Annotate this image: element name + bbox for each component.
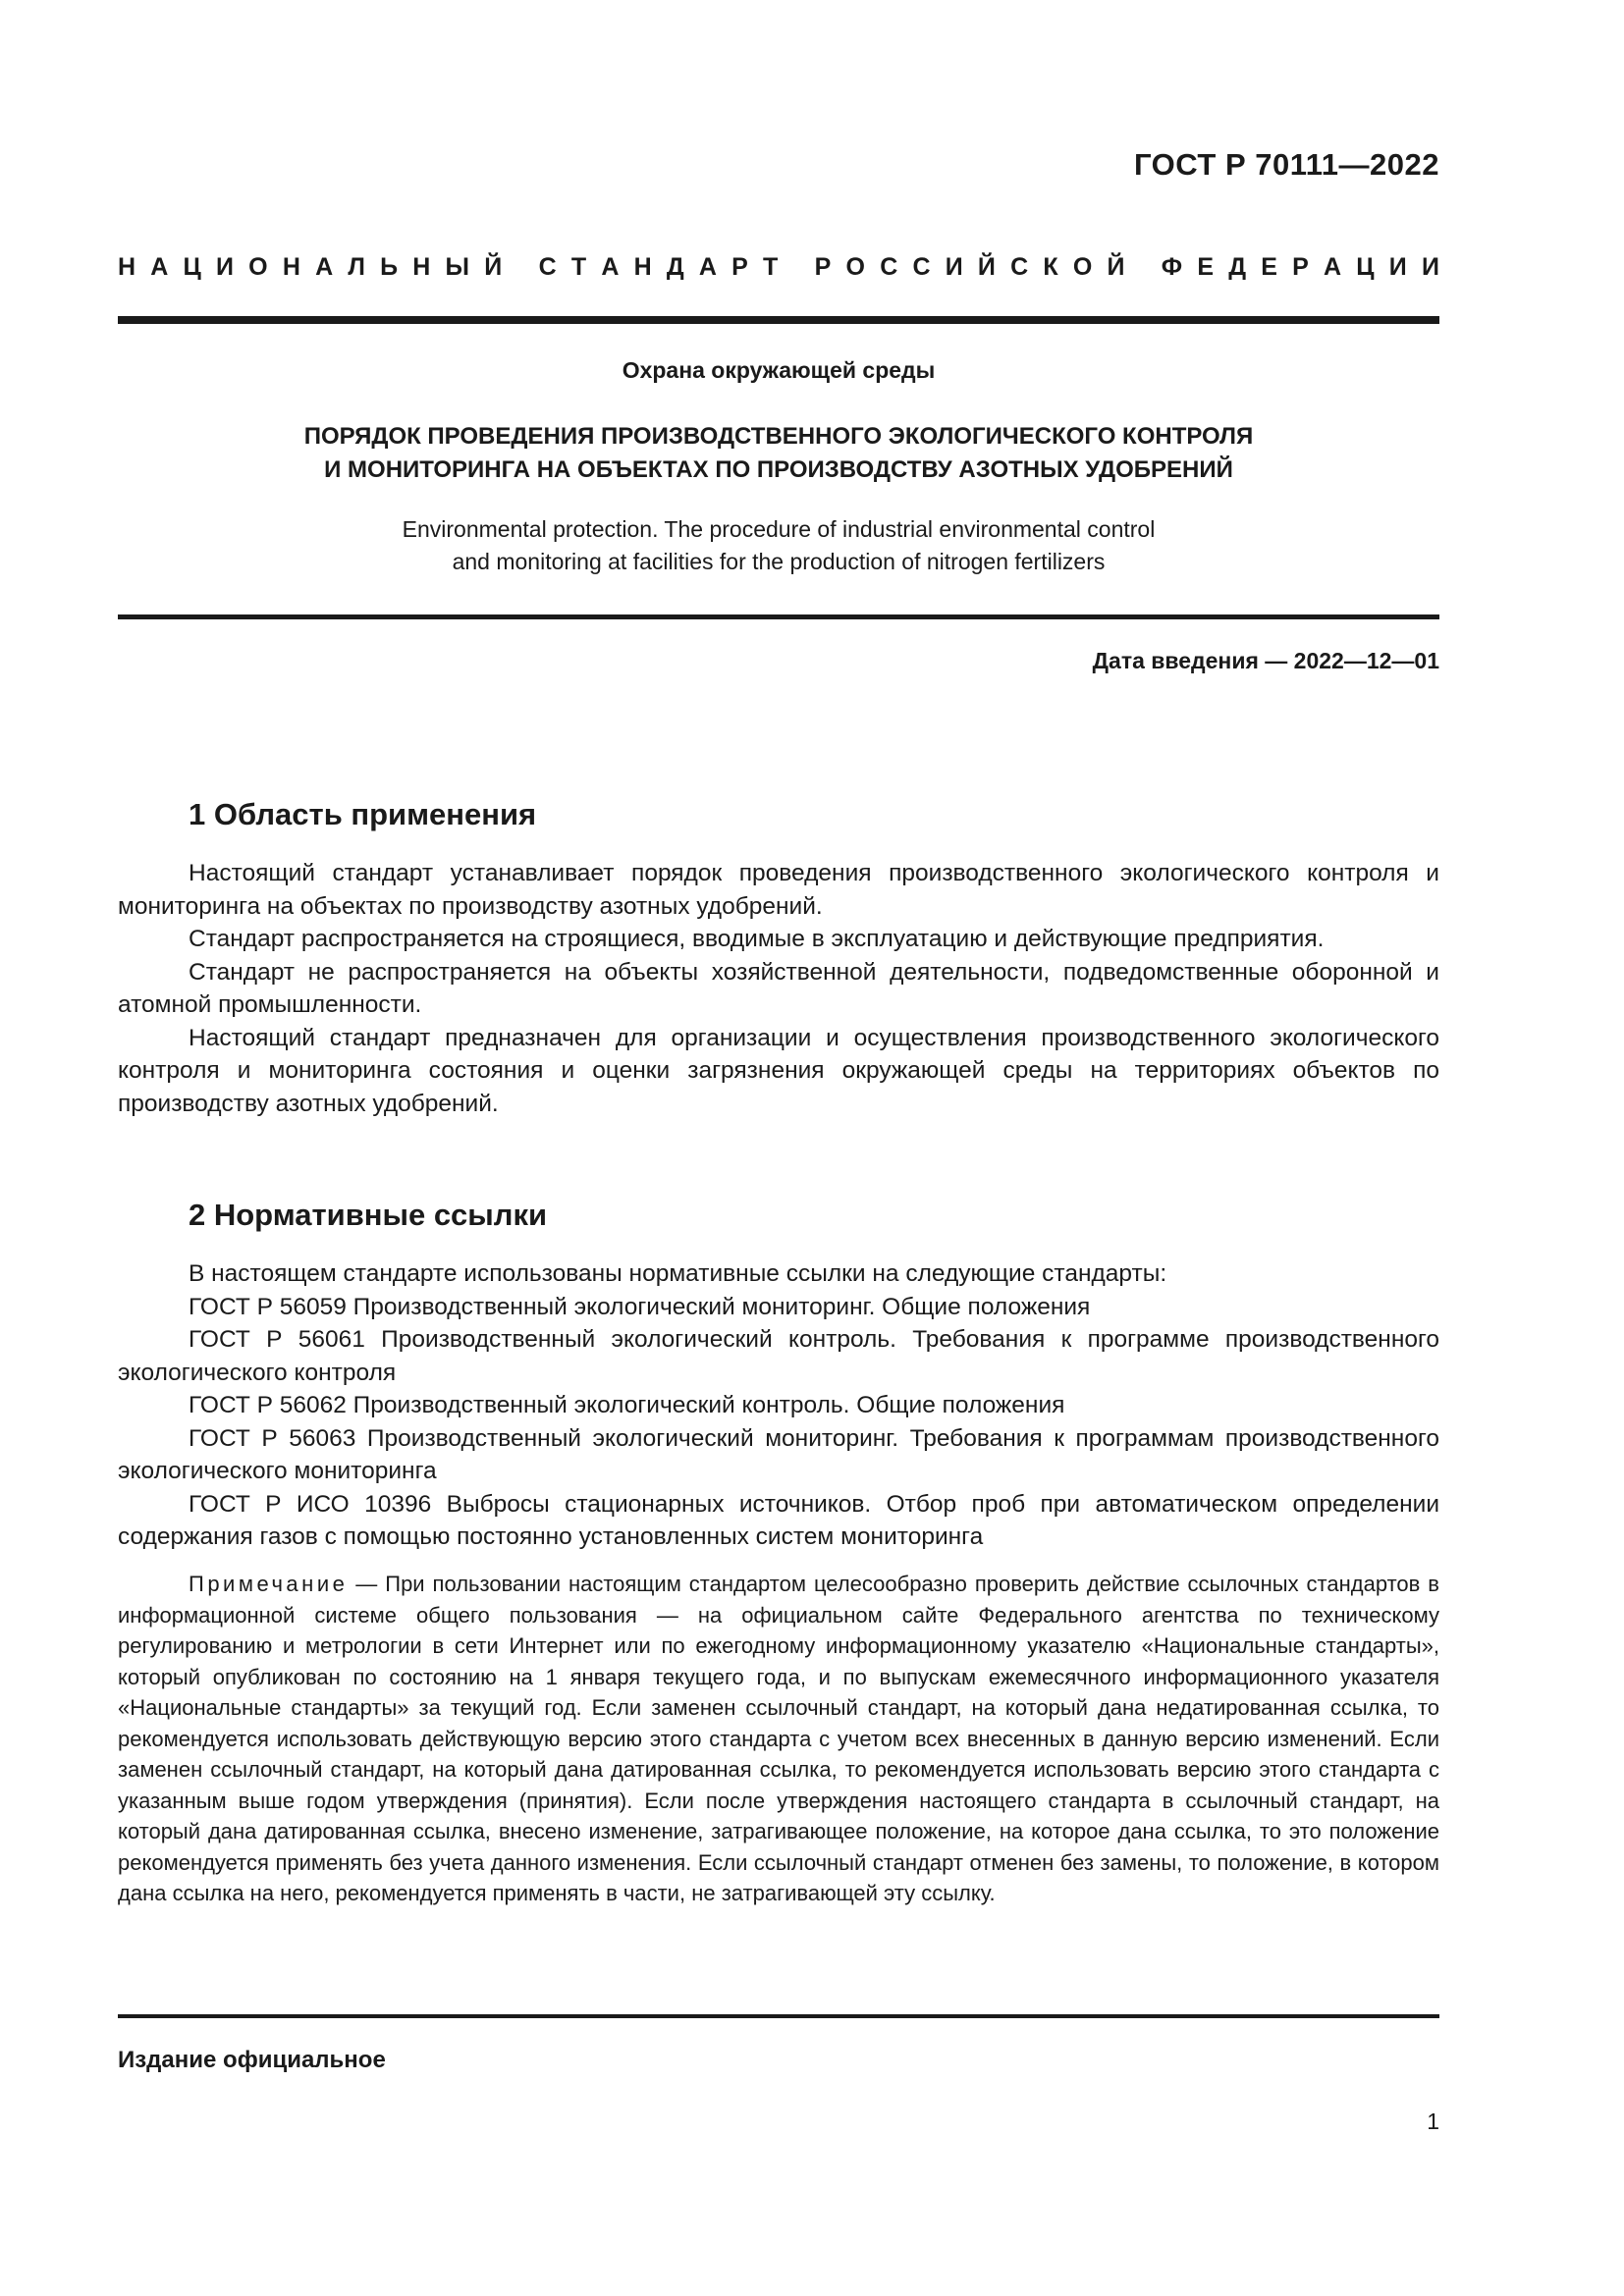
title-letter	[793, 253, 800, 282]
paragraph: В настоящем стандарте использованы нормативные ссылки на следующие стандарты:	[189, 1260, 1167, 1287]
title-letter: А	[601, 253, 620, 281]
reference-item: ГОСТ Р 56059 Производственный экологический мониторинг. Общие положения	[189, 1293, 1091, 1320]
title-letter: И	[216, 253, 234, 281]
title-letter: И	[1388, 253, 1407, 281]
title-letter: А	[315, 253, 334, 281]
english-title	[118, 513, 1439, 578]
title-letter: Т	[763, 253, 779, 281]
title-letter: С	[880, 253, 898, 281]
english-title-line-1: Environmental protection. The procedure of industrial environmental control	[402, 516, 1156, 542]
paragraph: Стандарт не распространяется на объекты хозяйственной деятельности, подведомственные оборонной и атомной промышленности.	[118, 958, 1439, 1018]
title-letter: Д	[1228, 253, 1247, 281]
reference-item: ГОСТ Р ИСО 10396 Выбросы стационарных источников. Отбор проб при автоматическом определении содержания газов с помощью постоянно установленных систем мониторинга	[118, 1490, 1439, 1550]
page-number: 1	[1427, 2109, 1439, 2134]
document-page	[118, 0, 1439, 2296]
title-letter: Ы	[445, 253, 470, 281]
title-letter: А	[1324, 253, 1342, 281]
document-title	[118, 420, 1439, 487]
section-1-heading: 1 Область применения	[189, 797, 537, 831]
title-letter	[516, 253, 523, 282]
paragraph: Стандарт распространяется на строящиеся, вводимые в эксплуатацию и действующие предприятия.	[189, 926, 1325, 952]
title-letter: О	[1072, 253, 1093, 281]
title-letter: Р	[731, 253, 748, 281]
title-letter: Й	[484, 253, 503, 281]
title-letter: Н	[282, 253, 300, 281]
english-title-line-2: and monitoring at facilities for the production of nitrogen fertilizers	[452, 549, 1106, 574]
official-edition-label: Издание официальное	[118, 2047, 386, 2073]
reference-item: ГОСТ Р 56061 Производственный экологический контроль. Требования к программе производственного экологического контроля	[118, 1326, 1439, 1386]
title-letter: О	[845, 253, 865, 281]
title-letter: Ц	[183, 253, 201, 281]
title-letter	[1140, 253, 1147, 282]
footer-divider	[118, 2014, 1439, 2018]
title-letter: Н	[118, 253, 136, 281]
section-2-heading: 2 Нормативные ссылки	[189, 1198, 548, 1232]
title-letter: С	[912, 253, 931, 281]
title-letter: И	[1421, 253, 1439, 281]
title-letter: Е	[1197, 253, 1215, 281]
title-letter: Т	[570, 253, 587, 281]
title-divider	[118, 614, 1439, 619]
reference-item: ГОСТ Р 56062 Производственный экологический контроль. Общие положения	[189, 1392, 1065, 1418]
section-1-body	[118, 857, 1439, 1120]
document-title-line-2: И МОНИТОРИНГА НА ОБЪЕКТАХ ПО ПРОИЗВОДСТВУ АЗОТНЫХ УДОБРЕНИЙ	[324, 456, 1233, 483]
top-divider	[118, 316, 1439, 324]
national-standard-title	[118, 253, 1439, 282]
title-letter: С	[1010, 253, 1029, 281]
paragraph: Настоящий стандарт устанавливает порядок проведения производственного экологического контроля и мониторинга на объектах по производству азотных удобрений.	[118, 860, 1439, 920]
title-letter: С	[538, 253, 557, 281]
title-letter: Й	[977, 253, 996, 281]
title-letter: А	[698, 253, 717, 281]
title-letter: Н	[412, 253, 431, 281]
title-letter: О	[248, 253, 268, 281]
title-letter: К	[1043, 253, 1058, 281]
title-letter: Ф	[1161, 253, 1183, 281]
note-label: Примечание	[189, 1572, 349, 1596]
document-title-line-1: ПОРЯДОК ПРОВЕДЕНИЯ ПРОИЗВОДСТВЕННОГО ЭКОЛОГИЧЕСКОГО КОНТРОЛЯ	[303, 423, 1254, 450]
title-letter: Н	[633, 253, 652, 281]
title-letter: Р	[814, 253, 832, 281]
introduction-date: Дата введения — 2022—12—01	[1092, 648, 1439, 673]
section-2-body	[118, 1257, 1439, 1554]
standard-group-title: Охрана окружающей среды	[622, 357, 936, 383]
title-letter: Ь	[380, 253, 399, 281]
title-letter: А	[150, 253, 169, 281]
document-code: ГОСТ Р 70111—2022	[1134, 147, 1439, 182]
title-letter: И	[945, 253, 963, 281]
reference-item: ГОСТ Р 56063 Производственный экологический мониторинг. Требования к программам производственного экологического мониторинга	[118, 1424, 1439, 1484]
title-letter: Д	[666, 253, 684, 281]
note-block	[118, 1569, 1439, 1909]
title-letter: Е	[1261, 253, 1277, 281]
paragraph: Настоящий стандарт предназначен для организации и осуществления производственного экологического контроля и мониторинга состояния и оценки загрязнения окружающей среды на территориях объектов по производству азотных удобрений.	[118, 1024, 1439, 1117]
title-letter: Л	[348, 253, 365, 281]
title-letter: Р	[1292, 253, 1309, 281]
title-letter: Ц	[1356, 253, 1375, 281]
note-text: — При пользовании настоящим стандартом целесообразно проверить действие ссылочных стандартов в информационной системе общего пользования — на официальном сайте Федерального агентства по техническому регулированию и метрологии в сети Интернет или по ежегодному информационному указателю «Национальные стандарты», который опубликован по состоянию на 1 января текущего года, и по выпускам ежемесячного информационного указателя «Национальные стандарты» за текущий год. Если заменен ссылочный стандарт, на который дана недатированная ссылка, то рекомендуется использовать действующую версию этого стандарта с учетом всех внесенных в данную версию изменений. Если заменен ссылочный стандарт, на который дана датированная ссылка, то рекомендуется использовать версию этого стандарта с указанным выше годом утверждения (принятия). Если после утверждения настоящего стандарта в ссылочный стандарт, на который дана датированная ссылка, внесено изменение, затрагивающее положение, на которое дана ссылка, то это положение рекомендуется применять без учета данного изменения. Если ссылочный стандарт отменен без замены, то положение, в котором дана ссылка на него, рекомендуется применять в части, не затрагивающей эту ссылку.	[118, 1572, 1439, 1905]
title-letter: Й	[1107, 253, 1125, 281]
